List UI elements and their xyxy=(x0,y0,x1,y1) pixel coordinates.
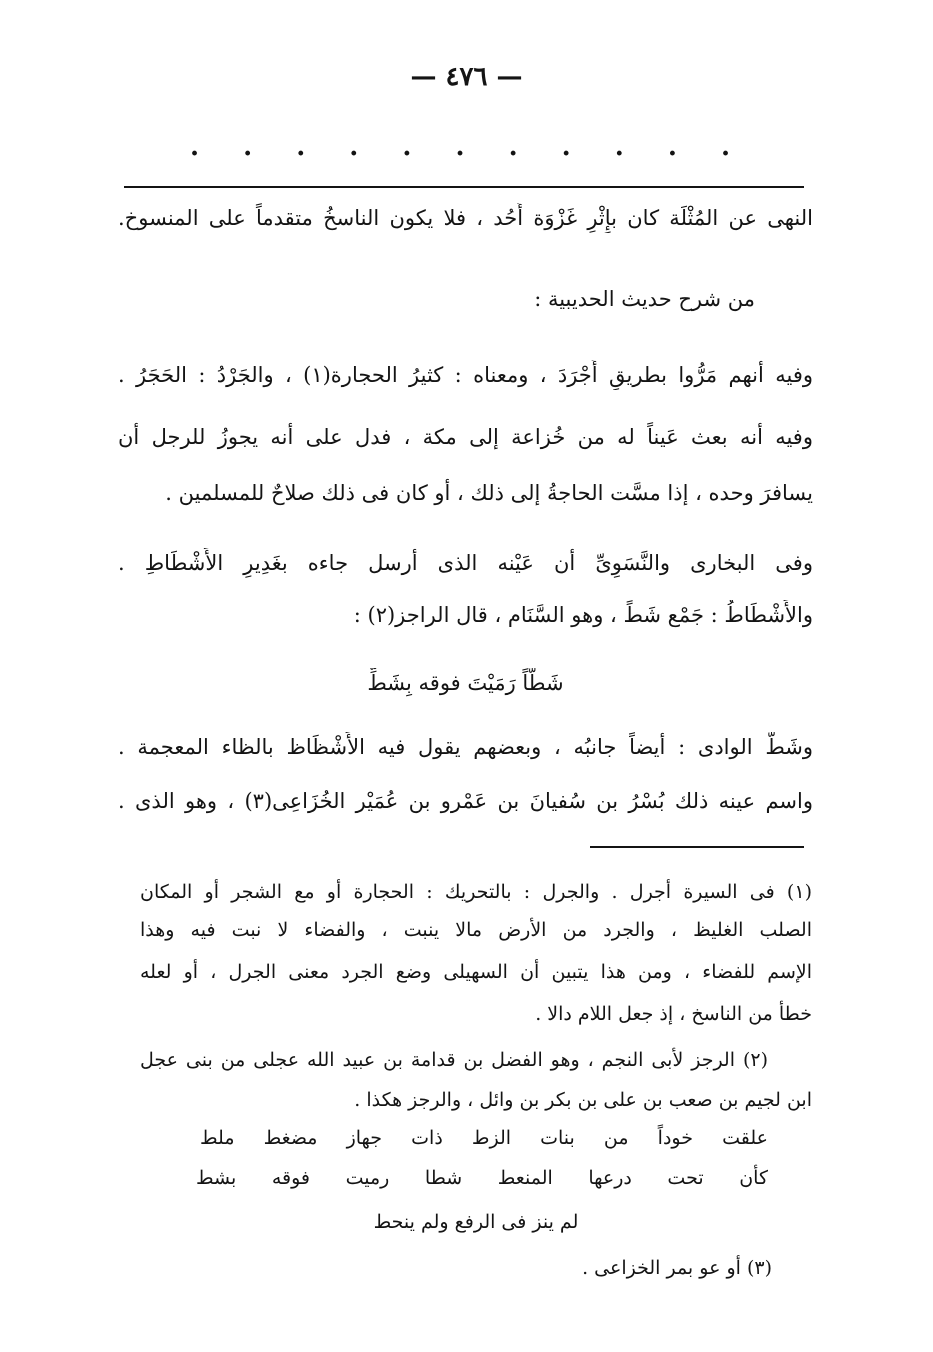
footnote-2-verse: كأن تحت درعها المنعط شطا رميت فوقه بشط xyxy=(196,1167,768,1189)
footnote-1-line: الصلب الغليظ ، والجرد من الأرض مالا ينبت ، والفضاء لا نبت فيه وهذا xyxy=(140,919,812,941)
text-line: وشَطُّ الوادى : أيضاً جانبُه ، وبعضهم يقول فيه الأَشْظَاظ بالظاء المعجمة . xyxy=(118,735,813,759)
dot: . xyxy=(561,132,571,162)
footnote-2-verse: لم ينز فى الرفع ولم ينحط xyxy=(373,1211,579,1233)
footnote-2-line: ابن لجيم بن صعب بن على بن بكر بن وائل ، والرجز هكذا . xyxy=(354,1089,812,1111)
footnote-1-line: خطأ من الناسخ ، إذ جعل اللام دالا . xyxy=(535,1003,812,1025)
dot: . xyxy=(667,132,677,162)
footnote-1-line: الإسم للفضاء ، ومن هذا يتبين أن السهيلى وضع الجرد معنى الجرل ، أو لعله xyxy=(140,961,812,983)
dot: . xyxy=(349,132,359,162)
footnote-2-line: (٢) الرجز لأبى النجم ، وهو الفضل بن قدامة بن عبيد الله عجلى من بنى عجل xyxy=(140,1049,768,1071)
dot: . xyxy=(190,132,200,162)
dot: . xyxy=(455,132,465,162)
footnote-3-line: (٣) أو عو بمر الخزاعى . xyxy=(582,1257,772,1279)
dot: . xyxy=(402,132,412,162)
page-number: — ٤٧٦ — xyxy=(410,62,523,92)
verse-line: شَطّاً رَمَيْتَ فوقه بِشَطِّ xyxy=(367,671,564,695)
text-line: واسم عينه ذلك بُسْرُ بن سُفيانَ بن عَمْرو بن عُمَيْر الخُزَاعِى(٣) ، وهو الذى . xyxy=(118,789,813,813)
section-heading: من شرح حديث الحديبية : xyxy=(534,287,755,311)
dot: . xyxy=(720,132,730,162)
dot: . xyxy=(296,132,306,162)
text-line: وفيه أنهم مَرُّوا بطريقٍ أَجْرَدَ ، ومعناه : كثيرُ الحجارة(١) ، والجَرْدُ : الحَجَرُ . xyxy=(118,363,813,387)
dot: . xyxy=(243,132,253,162)
text-line: النهى عن المُثْلَة كان بإِثْرِ غَزْوَة أُحُد ، فلا يكون الناسخُ متقدماً على المنسوخ. xyxy=(118,206,813,230)
text-line: وفيه أنه بعث عَيناً له من خُزاعة إلى مكة ، فدل على أنه يجوزُ للرجل أن xyxy=(118,425,813,449)
text-line: وفى البخارى والنَّسَوِىِّ أن عَيْنه الذى أرسل جاءه بغَدِيرِ الأَشْطَاطِ . xyxy=(118,551,813,575)
text-line: والأَشْطَاطُ : جَمْع شَطٍّ ، وهو السَّنَام ، قال الراجز(٢) : xyxy=(353,603,813,627)
footnote-1-line: (١) فى السيرة أجرل . والجرل : بالتحريك : الحجارة أو مع الشجر أو المكان xyxy=(140,881,812,903)
dot: . xyxy=(508,132,518,162)
dot: . xyxy=(614,132,624,162)
footnote-rule xyxy=(590,846,804,848)
footnote-2-verse: علقت خوداً من بنات الزط ذات جهاز مضغط ملط xyxy=(200,1127,768,1149)
text-line: يسافرَ وحده ، إذا مسَّت الحاجةُ إلى ذلك ، أو كان فى ذلك صلاحٌ للمسلمين . xyxy=(165,481,813,505)
